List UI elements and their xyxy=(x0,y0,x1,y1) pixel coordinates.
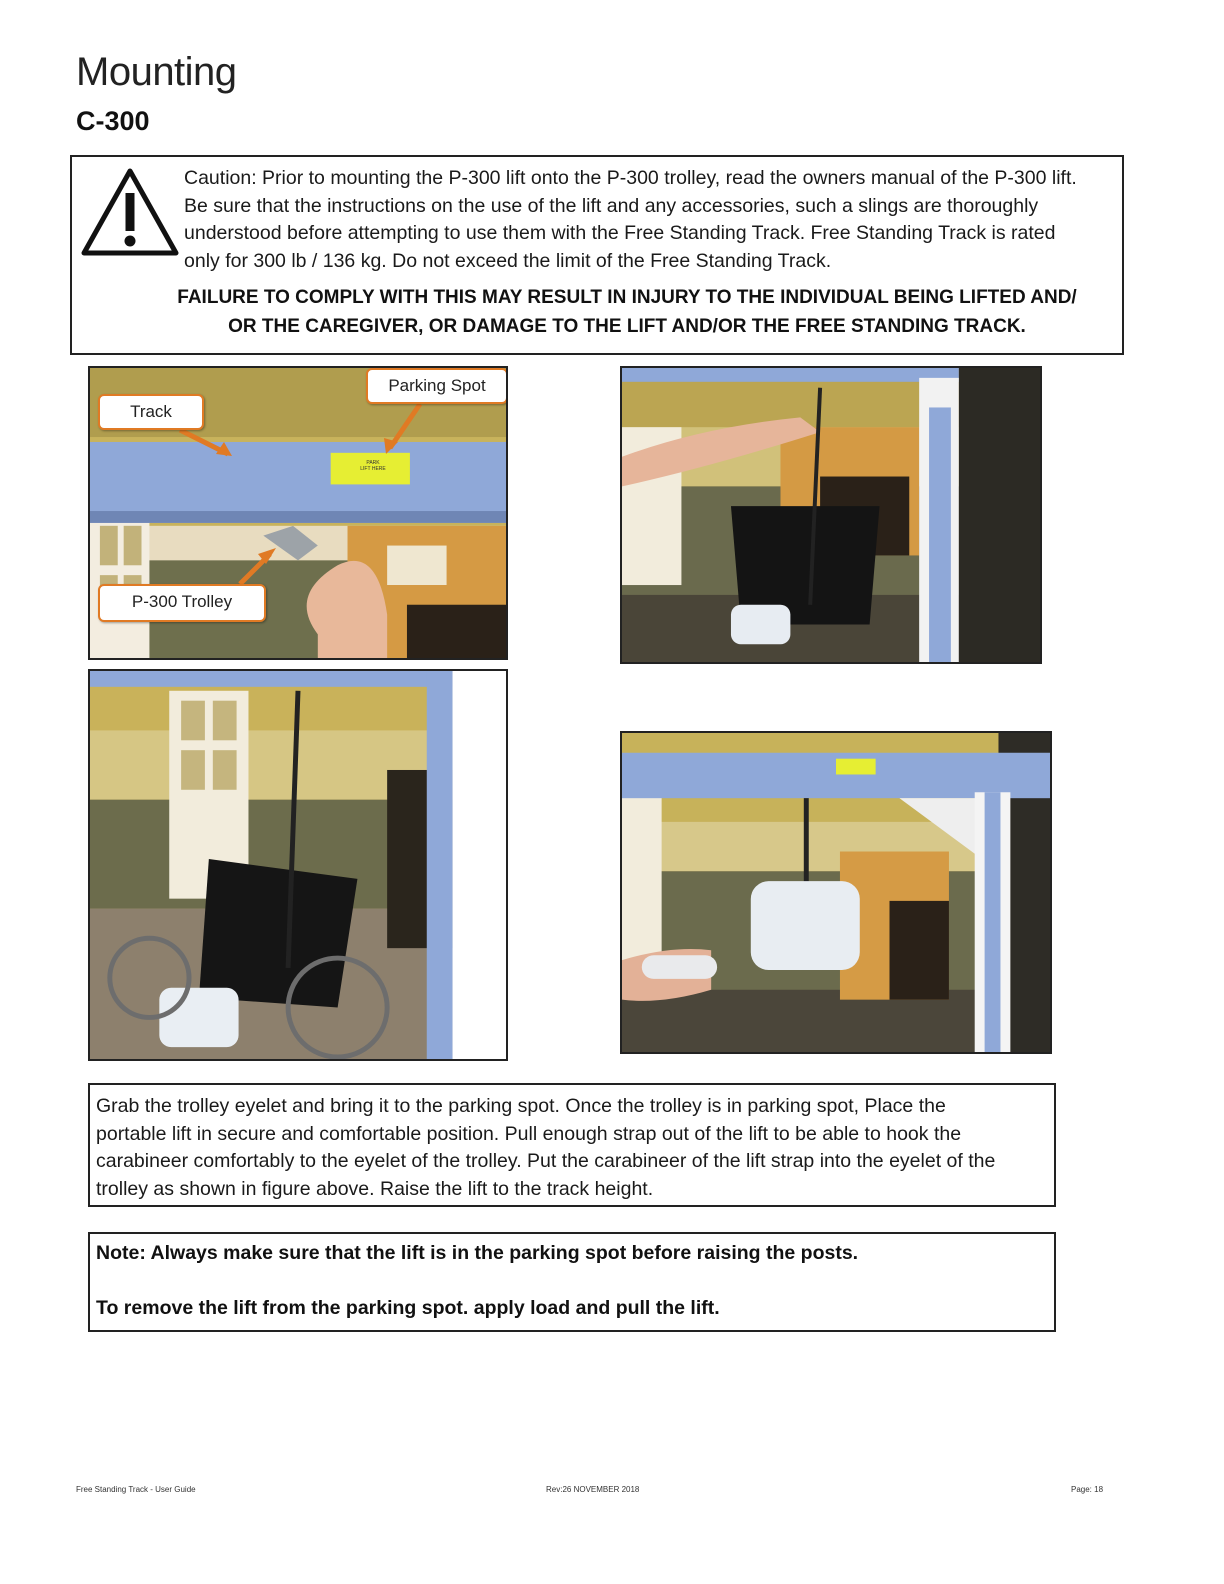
callout-parking-spot: Parking Spot xyxy=(366,368,508,404)
instructions-line: portable lift in secure and comfortable position. Pull enough strap out of the lift to be able to hook the xyxy=(96,1122,962,1145)
photo-lift-raised xyxy=(620,731,1052,1054)
failure-line: FAILURE TO COMPLY WITH THIS MAY RESULT IN INJURY TO THE INDIVIDUAL BEING LIFTED AND/ xyxy=(177,287,1077,308)
photo-wheelchair-image xyxy=(90,671,506,1059)
failure-warning xyxy=(132,283,1122,341)
footer-center: Rev:26 NOVEMBER 2018 xyxy=(546,1485,640,1494)
warning-triangle-icon xyxy=(80,167,180,257)
caution-line: Be sure that the instructions on the use of the lift and any accessories, such a slings are thoroughly xyxy=(184,194,1039,217)
photo-wheelchair-lift xyxy=(88,669,508,1061)
callout-p300-trolley: P-300 Trolley xyxy=(98,584,266,622)
footer-left: Free Standing Track - User Guide xyxy=(76,1485,196,1494)
caution-line: Caution: Prior to mounting the P-300 lift onto the P-300 trolley, read the owners manual of the P-300 lift. xyxy=(184,167,1077,189)
sticker-line: PARK xyxy=(366,460,380,466)
photo-trolley-on-track xyxy=(88,366,508,660)
page-subtitle: C-300 xyxy=(76,106,150,136)
photo-lift-raised-image xyxy=(622,733,1050,1052)
photo-pulling-strap xyxy=(620,366,1042,664)
caution-text xyxy=(184,165,1114,275)
photo-strap-image xyxy=(622,368,1040,662)
note-line: To remove the lift from the parking spot. apply load and pull the lift. xyxy=(96,1297,720,1319)
instructions-line: trolley as shown in figure above. Raise the lift to the track height. xyxy=(96,1177,654,1200)
caution-line: only for 300 lb / 136 kg. Do not exceed the limit of the Free Standing Track. xyxy=(184,249,832,272)
footer-page: Page: 18 xyxy=(1071,1485,1104,1494)
note-line: Note: Always make sure that the lift is in the parking spot before raising the posts. xyxy=(96,1242,859,1264)
instructions-line: Grab the trolley eyelet and bring it to the parking spot. Once the trolley is in parking spot, Place the xyxy=(96,1095,946,1117)
note-box xyxy=(88,1232,1056,1332)
failure-line: OR THE CAREGIVER, OR DAMAGE TO THE LIFT AND/OR THE FREE STANDING TRACK. xyxy=(228,316,1026,337)
caution-box xyxy=(70,155,1124,355)
sticker-line: LIFT HERE xyxy=(360,466,386,472)
instructions-box xyxy=(88,1083,1056,1207)
page-title: Mounting xyxy=(76,50,237,94)
park-sticker xyxy=(333,454,413,472)
caution-line: understood before attempting to use them with the Free Standing Track. Free Standing Track is rated xyxy=(184,222,1056,244)
instructions-line: carabineer comfortably to the eyelet of the trolley. Put the carabineer of the lift strap into the eyelet of the xyxy=(96,1150,996,1172)
callout-track: Track xyxy=(98,394,204,430)
instructions-text xyxy=(96,1093,1046,1203)
